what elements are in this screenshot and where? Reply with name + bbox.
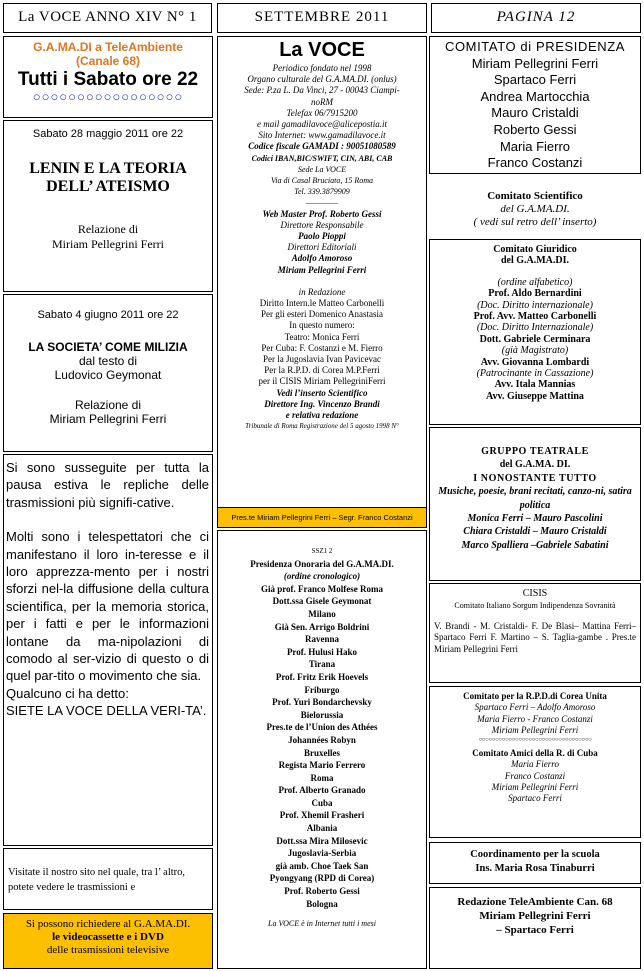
pres-1: (ordine cronologico) xyxy=(283,571,361,582)
korea-name-1: Maria Fierro - Franco Costanzi xyxy=(477,713,593,724)
dvd-l2: le videocassette e i DVD xyxy=(52,931,164,943)
pres-footer: La VOCE è in Internet tutti i mesi xyxy=(268,919,376,929)
mh-8: Codici IBAN,BIC/SWIFT, CIN, ABI, CAB xyxy=(251,153,393,163)
mh-22: Per gli esteri Domenico Anastasia xyxy=(261,309,383,320)
scientific-l2: ( vedi sul retro dell’ inserto) xyxy=(473,216,597,228)
pres-8: Tirana xyxy=(308,659,336,670)
pres-20: Prof. Xhemil Frasheri xyxy=(279,810,365,821)
committee-name-0: Miriam Pellegrini Ferri xyxy=(471,55,599,71)
legal-tail-1: Avv. Giuseppe Mattina xyxy=(486,390,584,402)
committee-name-1: Spartaco Ferri xyxy=(493,72,577,88)
mh-15: Paolo Pioppi xyxy=(298,231,346,242)
legal-name-1: Prof. Avv. Matteo Carbonelli xyxy=(473,311,597,323)
pres-24: già amb. Choe Taek San xyxy=(275,860,369,871)
redazione-l3: – Spartaco Ferri xyxy=(496,924,574,936)
dvd-l3: delle trasmissioni televisive xyxy=(46,944,170,956)
mh-0: Periodico fondato nel 1998 xyxy=(272,63,372,73)
event-geymonat-t3: Ludovico Geymonat xyxy=(54,368,162,382)
pres-9: Prof. Fritz Erik Hoevels xyxy=(275,671,369,682)
redazione-l1: Redazione TeleAmbiente Can. 68 xyxy=(457,896,613,908)
event-lenin-date: Sabato 28 maggio 2011 ore 22 xyxy=(32,128,184,140)
cuba-name-0: Maria Fierro xyxy=(511,759,559,770)
event-lenin-title2: DELL’ ATEISMO xyxy=(46,178,170,195)
pres-15: Bruxelles xyxy=(304,747,340,758)
tv-line2: (Canale 68) xyxy=(75,54,141,68)
dvd-box xyxy=(3,913,213,969)
pres-21: Albania xyxy=(306,823,338,834)
legal-order: (ordine alfabetico) xyxy=(497,276,573,288)
mh-9: Sede La VOCE xyxy=(297,164,347,174)
mh-1: Organo culturale del G.A.MA.DI. (onlus) xyxy=(247,74,397,85)
school-l2: Ins. Maria Rosa Tinaburri xyxy=(475,863,595,874)
korea-cuba-committee xyxy=(429,686,641,838)
header-left xyxy=(3,3,212,33)
cisis-box xyxy=(429,583,641,683)
pres-22: Dott.ssa Mira Milosevic xyxy=(276,835,368,846)
korea-dots: ○○○○○○○○○○○○○○○○○○○○○○○○○○○○○○○○○○ xyxy=(478,737,592,744)
mh-31: e relativa redazione xyxy=(285,410,359,421)
masthead xyxy=(217,36,427,528)
legal-title2: del G.A.MA.DI. xyxy=(500,255,570,267)
mh-11: Tel. 339.3879909 xyxy=(294,187,350,197)
korea-name-0: Spartaco Ferri – Adolfo Amoroso xyxy=(474,702,596,713)
event-geymonat xyxy=(3,294,213,452)
pres-23: Jugoslavia-Serbia xyxy=(287,848,357,859)
tv-box xyxy=(3,36,213,118)
mh-4: Telefax 06/7915200 xyxy=(286,107,358,118)
tv-title: Tutti i Sabato ore 22 xyxy=(17,69,199,90)
theatre-l2: del G.A.MA. DI. xyxy=(499,459,571,471)
event-lenin-rel2: Miriam Pellegrini Ferri xyxy=(52,237,164,251)
event-lenin-rel1: Relazione di xyxy=(77,222,139,236)
pres-6: Ravenna xyxy=(304,634,339,645)
cuba-title: Comitato Amici della R. di Cuba xyxy=(472,748,598,759)
visit-text: Visitate il nostro sito nel quale, tra l’ altro, potete vedere le trasmissioni e xyxy=(8,867,186,893)
committee-name-5: Maria Fierro xyxy=(499,138,571,154)
mh-12: ———— xyxy=(306,198,338,208)
mh-14: Direttore Responsabile xyxy=(280,219,364,230)
theatre-l4: Musiche, poesie, brani recitati, canzo-ni, satira politica xyxy=(438,486,632,511)
event-geymonat-t1: LA SOCIETA’ COME MILIZIA xyxy=(28,340,188,354)
korea-name-2: Miriam Pellegrini Ferri xyxy=(491,724,579,735)
article xyxy=(3,454,213,846)
cuba-name-2: Miriam Pellegrini Ferri xyxy=(491,782,579,793)
visit-site xyxy=(3,848,213,910)
pres-14: Johannées Robyn xyxy=(288,734,356,745)
presidency-committee xyxy=(429,36,641,174)
masthead-title: La VOCE xyxy=(279,39,365,61)
committee-name-3: Mauro Cristaldi xyxy=(491,105,579,121)
cuba-name-1: Franco Costanzi xyxy=(504,770,566,781)
event-geymonat-rel2: Miriam Pellegrini Ferri xyxy=(49,412,167,426)
pres-17: Roma xyxy=(310,772,334,783)
pres-label: SSZ1 2 xyxy=(311,547,333,555)
mh-24: Teatro: Monica Ferri xyxy=(284,331,360,342)
honorary-presidency xyxy=(217,530,427,969)
article-p3: Qualcuno ci ha detto: xyxy=(6,685,129,701)
mh-23: In questo numero: xyxy=(289,320,355,331)
issue-label: La VOCE ANNO XIV N° 1 xyxy=(18,9,197,25)
cuba-name-3: Spartaco Ferri xyxy=(508,793,562,804)
mh-3: noRM xyxy=(311,96,333,107)
pres-13: Pres.te de l’Union des Athées xyxy=(266,722,378,733)
event-geymonat-rel1: Relazione di xyxy=(74,398,142,412)
korea-title: Comitato per la R.P.D.di Corea Unita xyxy=(463,691,607,701)
pres-25: Pyongyang (RPD di Corea) xyxy=(269,873,375,884)
mh-30: Direttore Ing. Vincenzo Brandi xyxy=(264,398,380,409)
mh-20: in Redazione xyxy=(298,286,346,297)
scientific-title: Comitato Scientifico xyxy=(487,190,583,202)
tv-dots: ○○○○○○○○○○○○○○○○○ xyxy=(32,89,184,104)
pres-10: Friburgo xyxy=(304,684,340,695)
mh-26: Per la Jugoslavia Ivan Pavicevac xyxy=(263,354,381,365)
event-geymonat-t2: dal testo di xyxy=(78,354,138,368)
theatre-l5: Monica Ferri – Mauro Pascolini xyxy=(467,513,603,525)
committee-name-6: Franco Costanzi xyxy=(487,155,583,171)
cisis-text: V. Brandi - M. Cristaldi- F. De Blasi– Mattina Ferri– Spartaco Ferri F. Martino – S. Taglia-gambe . Pres.te Miriam Pellegrini Ferri xyxy=(434,620,636,655)
legal-role-2: (già Magistrato) xyxy=(501,345,569,357)
legal-committee xyxy=(429,239,641,425)
committee-name-2: Andrea Martocchia xyxy=(480,88,590,104)
mh-16: Direttori Editoriali xyxy=(287,242,357,253)
pres-4: Milano xyxy=(308,608,336,619)
mh-29: Vedi l’inserto Scientifico xyxy=(276,387,368,398)
mh-10: Via di Casal Bruciato, 15 Roma xyxy=(270,176,374,186)
theatre-l6: Chiara Cristaldi – Mauro Cristaldi xyxy=(463,526,607,538)
legal-tail-0: Avv. Itala Mannias xyxy=(494,379,576,391)
pres-12: Bielorussia xyxy=(300,709,344,720)
article-p4: SIETE LA VOCE DELLA VERI-TA’. xyxy=(6,703,207,719)
pres-16: Regista Mario Ferrero xyxy=(278,760,366,771)
pres-11: Prof. Yuri Bondarchevsky xyxy=(272,697,372,708)
legal-role-0: (Doc. Diritto internazionale) xyxy=(477,299,593,311)
issue-date: SETTEMBRE 2011 xyxy=(254,9,390,25)
school-coordination xyxy=(429,842,641,884)
mh-2: Sede: P.za L. Da Vinci, 27 - 00043 Ciampi- xyxy=(244,85,400,96)
theatre-l1: GRUPPO TEATRALE xyxy=(481,446,589,457)
pres-26: Prof. Roberto Gessi xyxy=(284,886,360,897)
masthead-bar-text: Pres.te Miriam Pellegrini Ferri – Segr. Franco Costanzi xyxy=(231,513,413,522)
cisis-sub: Comitato Italiano Sorgum Indipendenza Sovranità xyxy=(454,600,616,610)
header-center xyxy=(217,3,427,33)
article-p2: Molti sono i telespettatori che ci manifestano il loro in-teresse e il loro apprezza-mento per i nostri sforzi nel-la diffusione della cultura scientifica, per la memoria storica, per i fatti e per le informazioni lontane da ma-nipolazioni di comodo al ser-vizio di questo o di quel par-tito o movimento che sia. xyxy=(6,529,209,684)
pres-2: Già prof. Franco Molfese Roma xyxy=(260,583,384,594)
dvd-l1: Si possono richiedere al G.A.MA.DI. xyxy=(25,918,191,930)
pres-3: Dott.ssa Gisele Geymonat xyxy=(272,596,372,607)
legal-role-3: (Patrocinante in Cassazione) xyxy=(476,368,594,380)
theatre-l7: Marco Spalliera –Gabriele Sabatini xyxy=(461,539,609,551)
pres-5: Già Sen. Arrigo Boldrini xyxy=(274,621,370,632)
pres-7: Prof. Hulusi Hako xyxy=(286,646,358,657)
legal-role-1: (Doc. Diritto Internazionale) xyxy=(476,322,594,334)
pres-19: Cuba xyxy=(311,797,333,808)
mh-18: Miriam Pellegrini Ferri xyxy=(277,264,367,275)
article-p1: Si sono susseguite per tutta la pausa estiva le repliche delle trasmissioni più signifi-cative. xyxy=(6,460,209,510)
pres-27: Bologna xyxy=(306,898,338,909)
scientific-l1: del G.A.MA.DI. xyxy=(500,203,570,215)
committee-name-4: Roberto Gessi xyxy=(493,121,577,137)
mh-32: Tribunale di Roma Registrazione del 5 agosto 1998 N° xyxy=(245,422,399,431)
mh-5: e mail gamadilavoce@alicepostia.it xyxy=(256,119,387,130)
mh-21: Diritto Intern.le Matteo Carbonelli xyxy=(259,298,385,309)
scientific-committee xyxy=(429,190,641,229)
redazione-l2: Miriam Pellegrini Ferri xyxy=(479,910,591,922)
header-right xyxy=(431,3,641,33)
mh-13: Web Master Prof. Roberto Gessi xyxy=(262,208,382,219)
mh-6: Sito Internet: www.gamadilavoce.it xyxy=(258,130,386,141)
redazione-teleambiente xyxy=(429,887,641,969)
page-number: PAGINA 12 xyxy=(496,9,576,25)
pres-0: Presidenza Onoraria del G.A.MA.DI. xyxy=(250,558,394,569)
mh-28: per il CISIS Miriam PellegriniFerri xyxy=(258,376,386,387)
mh-7: Codice fiscale GAMADI : 90051080589 xyxy=(248,141,396,152)
theatre-l3: I NONOSTANTE TUTTO xyxy=(473,472,597,484)
cisis-title: CISIS xyxy=(522,588,548,599)
school-l1: Coordinamento per la scuola xyxy=(470,849,600,860)
pres-18: Prof. Alberto Granado xyxy=(278,785,366,796)
legal-name-2: Dott. Gabriele Cerminara xyxy=(479,333,591,345)
legal-name-0: Prof. Aldo Bernardini xyxy=(488,288,582,300)
event-lenin-title1: LENIN E LA TEORIA xyxy=(29,160,187,177)
mh-19 xyxy=(218,276,426,287)
tv-line1: G.A.MA.DI a TeleAmbiente xyxy=(33,40,183,54)
mh-25: Per Cuba: F. Costanzi e M. Fierro xyxy=(261,342,383,353)
event-lenin xyxy=(3,120,213,292)
legal-name-3: Avv. Giovanna Lombardi xyxy=(480,356,590,368)
mh-27: Per la R.P.D. di Corea M.P.Ferri xyxy=(264,365,380,376)
committee-title: COMITATO di PRESIDENZA xyxy=(444,39,626,54)
masthead-bar xyxy=(218,507,426,527)
mh-17: Adolfo Amoroso xyxy=(291,253,353,264)
legal-title1: Comitato Giuridico xyxy=(493,244,577,255)
theatre-group xyxy=(429,427,641,581)
event-geymonat-date: Sabato 4 giugno 2011 ore 22 xyxy=(37,309,179,321)
